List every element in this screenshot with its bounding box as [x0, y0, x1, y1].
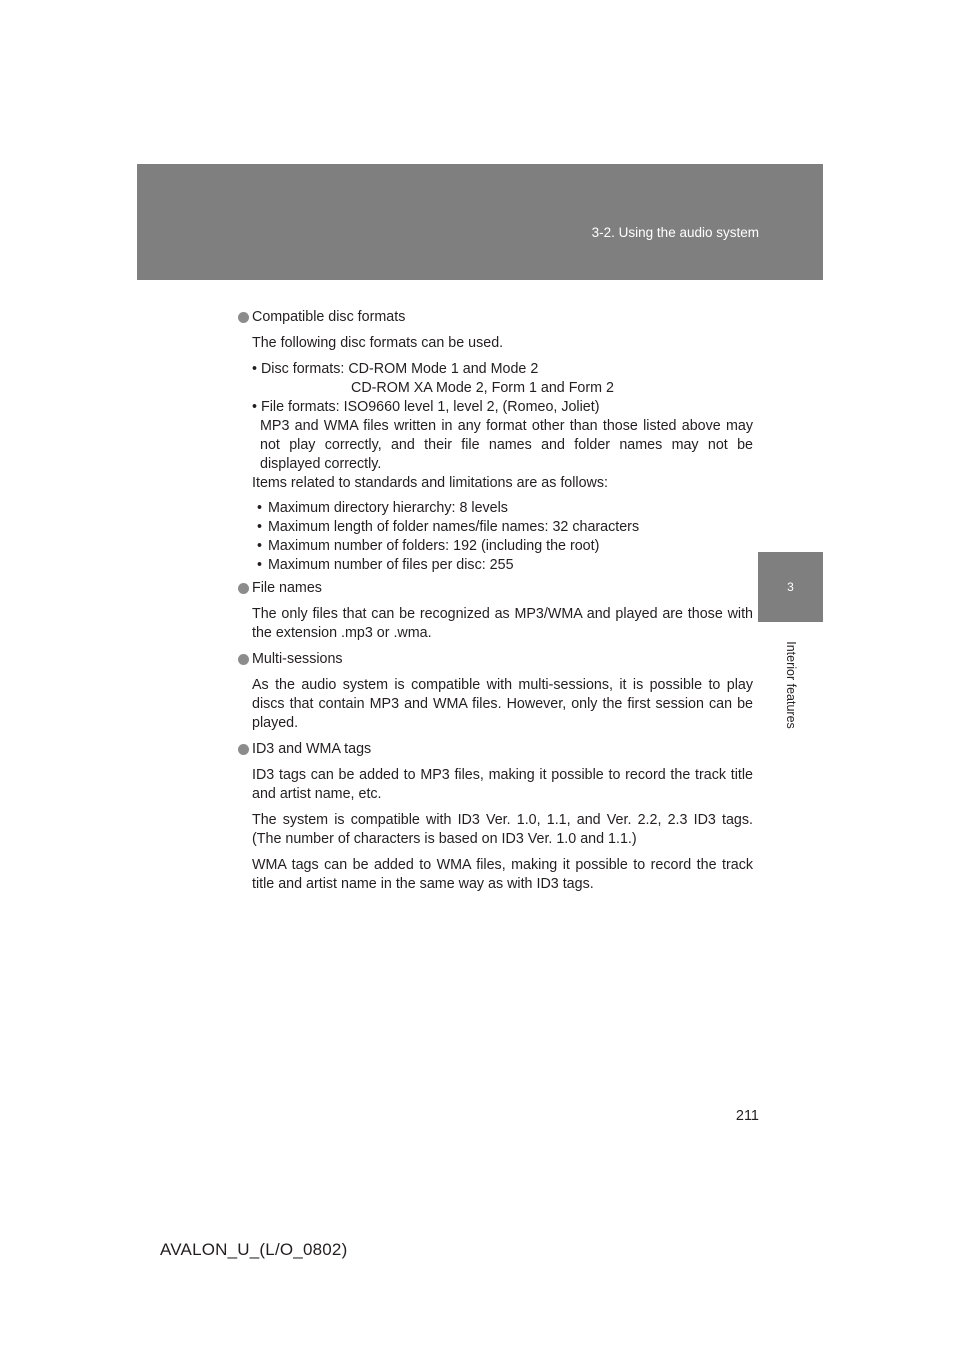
- chapter-tab-label: [758, 630, 823, 740]
- limits-intro: Items related to standards and limitations are as follows:: [252, 475, 609, 491]
- disc-formats-line-2: CD-ROM XA Mode 2, Form 1 and Form 2: [351, 380, 614, 396]
- id3-tags-body: ID3 tags can be added to MP3 files, making it possible to record the track title and artist name, etc.: [252, 767, 753, 802]
- chapter-tab-number: 3: [758, 552, 823, 622]
- file-formats-line: • File formats: ISO9660 level 1, level 2, (Romeo, Joliet): [252, 399, 600, 415]
- page-number: 211: [735, 1108, 759, 1124]
- chapter-tab-label-text: Interior features: [783, 641, 798, 729]
- heading-multi-sessions: Multi-sessions: [237, 650, 753, 669]
- multi-sessions-body: As the audio system is compatible with multi-sessions, it is possible to play discs that contain MP3 and WMA files. However, only the first session can be played.: [252, 677, 753, 731]
- id3-compat-body: The system is compatible with ID3 Ver. 1.0, 1.1, and Ver. 2.2, 2.3 ID3 tags. (The number of characters is based on ID3 Ver. 1.0 and 1.1.): [252, 812, 753, 847]
- heading-id3-wma-tags: ID3 and WMA tags: [237, 740, 753, 759]
- heading-compatible-disc-formats: Compatible disc formats: [237, 308, 753, 327]
- list-item: • Maximum number of files per disc: 255: [252, 556, 753, 575]
- document-code: AVALON_U_(L/O_0802): [160, 1240, 348, 1259]
- list-item: • Maximum length of folder names/file names: 32 characters: [252, 518, 753, 537]
- list-item: • Maximum directory hierarchy: 8 levels: [252, 499, 753, 518]
- disc-formats-line-1: CD-ROM Mode 1 and Mode 2: [348, 361, 539, 377]
- page-content: [237, 308, 753, 901]
- list-item: • Maximum number of folders: 192 (including the root): [252, 537, 753, 556]
- header-band: [137, 164, 823, 280]
- limits-list: [252, 499, 753, 575]
- disc-formats-label: • Disc formats:: [252, 361, 349, 377]
- disc-formats-spec: [252, 360, 753, 474]
- section-title: 3-2. Using the audio system: [591, 225, 759, 240]
- heading-file-names: File names: [237, 579, 753, 598]
- compatible-formats-intro: The following disc formats can be used.: [252, 335, 504, 351]
- file-names-body: The only files that can be recognized as MP3/WMA and played are those with the extension .mp3 or .wma.: [252, 606, 753, 641]
- wma-tags-body: WMA tags can be added to WMA files, making it possible to record the track title and artist name in the same way as with ID3 tags.: [252, 857, 753, 892]
- file-formats-note: MP3 and WMA files written in any format other than those listed above may not play correctly, and their file names and folder names may not be displayed correctly.: [260, 418, 753, 472]
